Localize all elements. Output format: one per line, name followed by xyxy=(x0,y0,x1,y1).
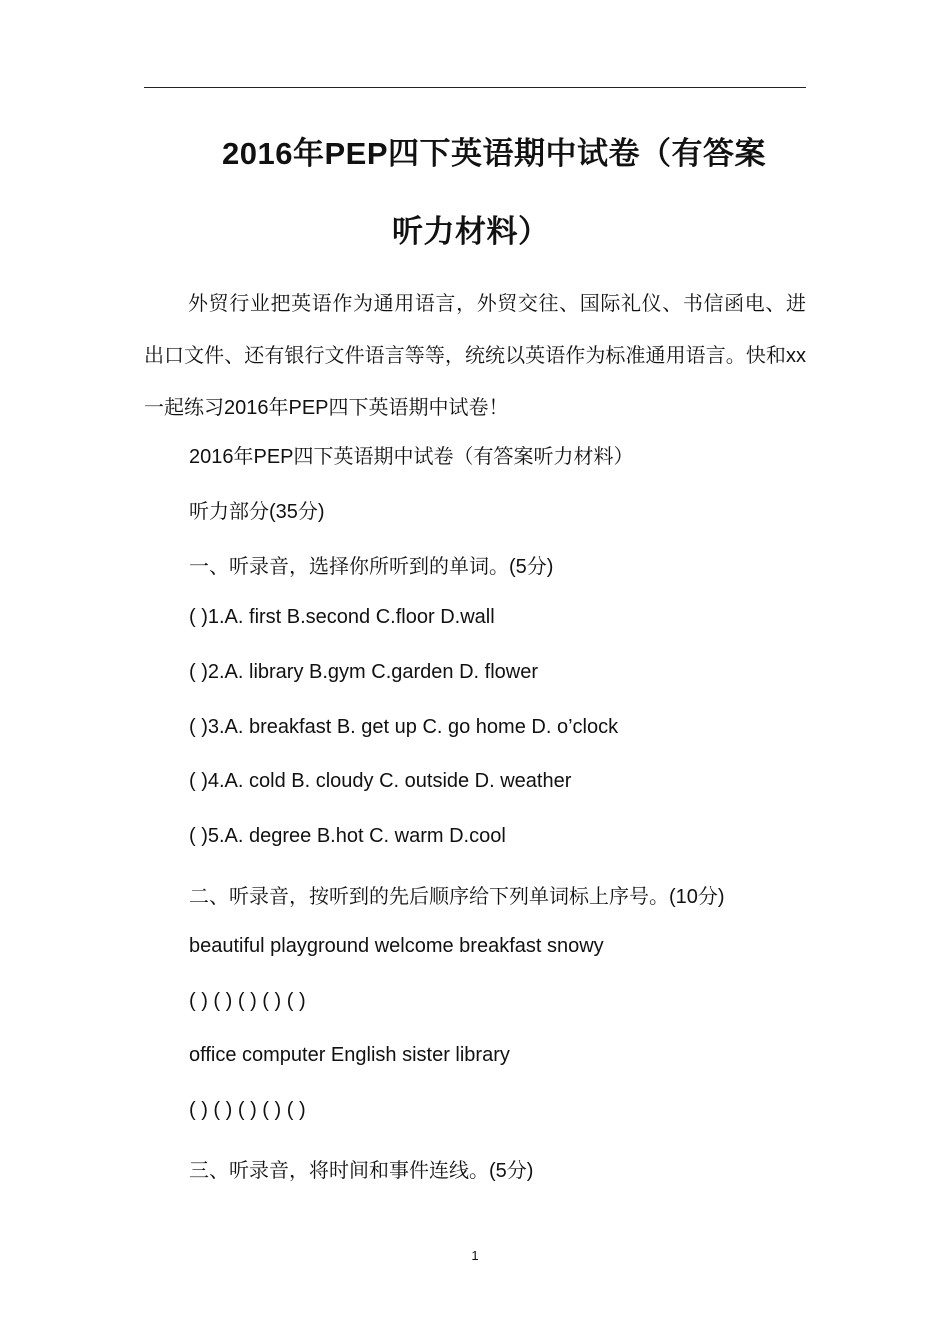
question-item-3: ( )3.A. breakfast B. get up C. go home D. o’clock xyxy=(189,716,619,738)
question-item-5: ( )5.A. degree B.hot C. warm D.cool xyxy=(189,825,506,847)
question-item-4: ( )4.A. cold B. cloudy C. outside D. weather xyxy=(189,770,572,792)
word-list-2: office computer English sister library xyxy=(189,1044,510,1066)
answer-blanks-2: ( ) ( ) ( ) ( ) ( ) xyxy=(189,1099,306,1121)
question-heading-2: 二、听录音，按听到的先后顺序给下列单词标上序号。(10分) xyxy=(189,886,725,908)
page-number: 1 xyxy=(471,1248,479,1263)
intro-paragraph: 外贸行业把英语作为通用语言，外贸交往、国际礼仪、书信函电、进出口文件、还有银行文件语言等等，统统以英语作为标准通用语言。快和xx一起练习2016年PEP四下英语期中试卷！ xyxy=(144,293,806,419)
header-rule xyxy=(144,87,806,88)
answer-blanks-1: ( ) ( ) ( ) ( ) ( ) xyxy=(189,990,306,1012)
document-title-line-1: 2016年PEP四下英语期中试卷（有答案 xyxy=(222,136,766,171)
word-list-1: beautiful playground welcome breakfast snowy xyxy=(189,935,604,957)
question-heading-3: 三、听录音，将时间和事件连线。(5分) xyxy=(189,1160,534,1182)
question-item-2: ( )2.A. library B.gym C.garden D. flower xyxy=(189,661,538,683)
section-heading-listening: 听力部分(35分) xyxy=(189,501,325,523)
question-item-1: ( )1.A. first B.second C.floor D.wall xyxy=(189,606,495,628)
subtitle-line: 2016年PEP四下英语期中试卷（有答案听力材料） xyxy=(189,446,634,468)
question-heading-1: 一、听录音，选择你所听到的单词。(5分) xyxy=(189,556,554,578)
document-title-line-2: 听力材料） xyxy=(392,214,550,249)
